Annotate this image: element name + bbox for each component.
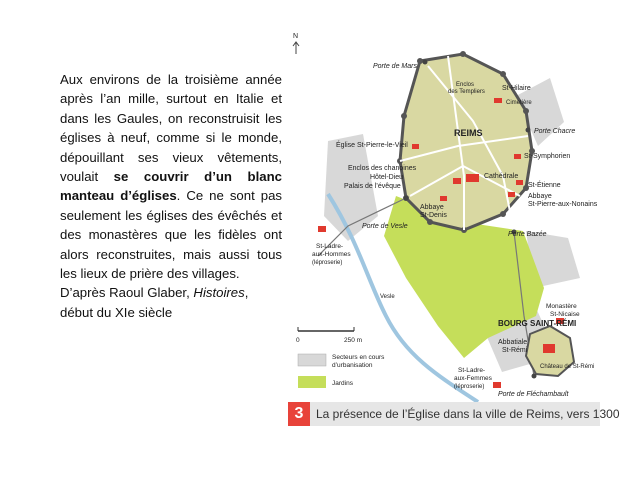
label-monastere-1: Monastère xyxy=(546,303,577,310)
label-porte-bazee: Porte Bazée xyxy=(508,231,547,238)
legend-swatch-urbanising xyxy=(298,354,326,366)
church-st-denis xyxy=(440,196,447,201)
church-palais-eveque xyxy=(453,178,461,184)
label-st-pierre-le-vieil: Église St-Pierre-le-Vieil xyxy=(336,142,408,149)
label-st-ladre-femmes-2: aux-Femmes xyxy=(454,375,492,382)
cathedral-marker xyxy=(466,174,479,182)
figure-caption xyxy=(288,402,620,426)
label-enclos-templiers-1: Enclos xyxy=(456,82,475,88)
scale-zero: 0 xyxy=(296,337,300,344)
label-st-ladre-hommes-3: (léproserie) xyxy=(312,260,343,266)
quote-emphasis: se couvrir d’un blanc manteau d’églises xyxy=(60,169,282,204)
map-svg xyxy=(288,26,600,402)
label-enclos-templiers-2: des Templiers xyxy=(448,89,485,95)
church-st-pierre-aux-nonains xyxy=(508,192,515,197)
label-st-ladre-hommes-1: St-Ladre- xyxy=(316,243,344,250)
north-label: N xyxy=(293,33,299,40)
label-reims: REIMS xyxy=(454,128,483,138)
label-abbaye-st-denis-1: Abbaye xyxy=(420,204,444,211)
label-porte-flechambault: Porte de Fléchambault xyxy=(498,391,569,398)
quote-body: Aux environs de la troisième année après l’an mille, surtout en Italie et dans les Gaules, on reconstruisit les églises à neuf, comme si le monde, dépouillant ses vieux vêtements, voulait xyxy=(60,72,282,185)
label-vesle: Vesle xyxy=(380,294,395,300)
label-palais-eveque: Palais de l’évêque xyxy=(344,183,401,190)
church-st-etienne xyxy=(516,180,523,185)
label-enclos-chanoines: Enclos des chanoines xyxy=(348,165,417,172)
legend-urbanising-1: Secteurs en cours xyxy=(332,354,385,361)
label-abbaye-nonains-1: Abbaye xyxy=(528,193,552,200)
label-st-ladre-femmes-3: (léproserie) xyxy=(454,384,485,390)
label-abbatiale-1: Abbatiale xyxy=(498,339,528,346)
label-porte-chacre: Porte Chacre xyxy=(534,128,576,135)
scale-label: 250 m xyxy=(344,337,363,344)
legend-gardens: Jardins xyxy=(332,380,353,387)
church-st-hilaire xyxy=(494,98,502,103)
quote-text xyxy=(60,70,282,322)
source-author: D’après Raoul Glaber, xyxy=(60,285,194,301)
quote-body-end: . Ce ne sont pas seulement les églises des évêchés et des monastères que les fidèles ont alors reconstruites, mais aussi tous les lieux de prière des villages. xyxy=(60,188,282,282)
label-abbatiale-2: St-Rémi xyxy=(502,347,528,354)
label-cathedrale: Cathédrale xyxy=(484,173,519,180)
label-st-ladre-hommes-2: aux-Hommes xyxy=(312,251,351,258)
church-st-pierre-le-vieil xyxy=(412,144,419,149)
quote-paragraph xyxy=(60,70,282,283)
label-st-symphorien: St-Symphorien xyxy=(524,153,571,160)
reims-map xyxy=(288,26,620,426)
label-st-hilaire: St-Hilaire xyxy=(502,85,531,92)
label-chateau: Château de St-Rémi xyxy=(540,364,595,370)
label-porte-de-mars: Porte de Mars xyxy=(373,63,417,70)
church-st-ladre-hommes xyxy=(318,226,326,232)
legend-swatch-gardens xyxy=(298,376,326,388)
source-comma: , xyxy=(244,285,249,301)
legend-urbanising-2: d’urbanisation xyxy=(332,362,373,369)
church-st-remi xyxy=(543,344,555,353)
label-monastere-2: St-Nicaise xyxy=(550,311,580,318)
church-st-symphorien xyxy=(514,154,521,159)
figure-number: 3 xyxy=(288,402,310,426)
label-abbaye-nonains-2: St-Pierre-aux-Nonains xyxy=(528,201,598,208)
church-st-ladre-femmes xyxy=(493,382,501,388)
source-title: Histoires xyxy=(193,285,245,301)
label-porte-de-vesle: Porte de Vesle xyxy=(362,223,408,230)
source-date: début du XIe siècle xyxy=(60,304,173,320)
figure-title: La présence de l’Église dans la ville de Reims, vers 1300 xyxy=(316,407,620,421)
label-hotel-dieu: Hôtel-Dieu xyxy=(370,174,404,181)
label-abbaye-st-denis-2: St-Denis xyxy=(420,212,447,219)
label-st-ladre-femmes-1: St-Ladre- xyxy=(458,367,486,374)
label-cimetiere: Cimetière xyxy=(506,100,532,106)
label-bourg-saint-remi: BOURG SAINT-RÉMI xyxy=(498,319,577,328)
quote-source xyxy=(60,283,282,302)
label-st-etienne: St-Étienne xyxy=(528,182,561,189)
